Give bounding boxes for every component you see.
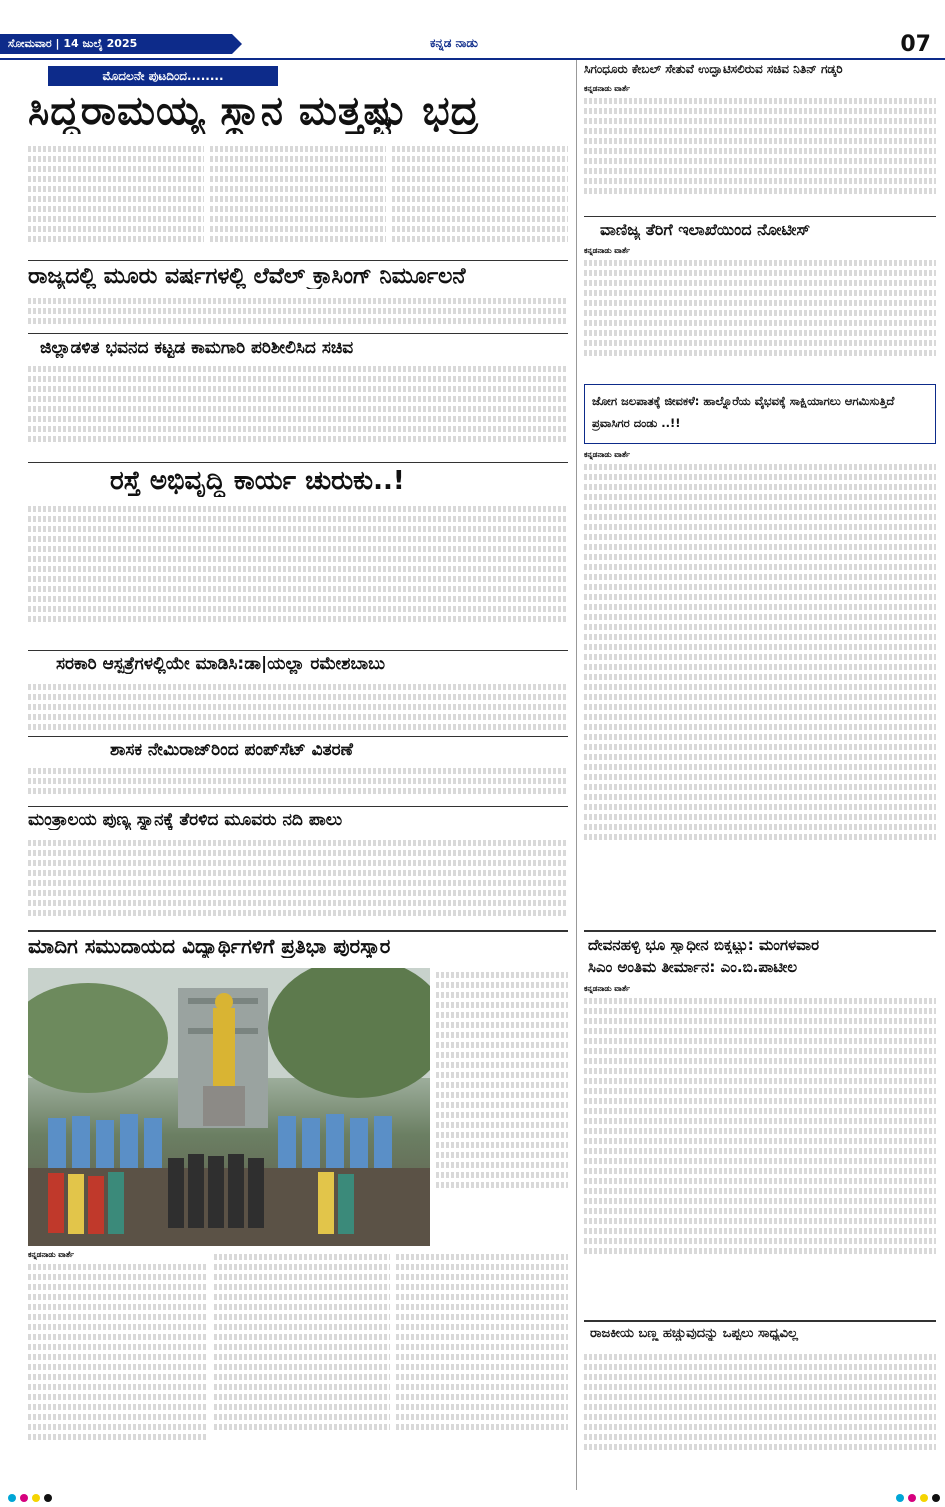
headline-political-color: ರಾಜಕೀಯ ಬಣ್ಣ ಹಚ್ಚುವುದನ್ನು ಒಪ್ಪಲು ಸಾಧ್ಯವಿಲ್ಲ [590, 1326, 798, 1341]
headline-madiga-award: ಮಾದಿಗ ಸಮುದಾಯದ ವಿದ್ಯಾರ್ಥಿಗಳಿಗೆ ಪ್ರತಿಭಾ ಪುರಸ್ಕಾರ [28, 934, 391, 958]
pumpset-story [28, 764, 568, 802]
registration-mark-black [44, 1494, 52, 1502]
brand-name: ಕನ್ನಡ ನಾಡು [430, 36, 478, 50]
registration-mark-yellow [920, 1494, 928, 1502]
river-drowning-story [28, 836, 568, 928]
main-story-col-2 [210, 142, 386, 258]
group-photo-illustration [28, 968, 430, 1246]
group-photo [28, 968, 430, 1246]
madiga-story-col-1 [28, 1250, 208, 1486]
top-rule [0, 58, 945, 60]
headline-jog-falls: ಜೋಗ ಜಲಪಾತಕ್ಕೆ ಜೀವಕಳೆ: ಹಾಲ್ನೊರೆಯ ವೈಭವಕ್ಕೆ ಸಾಕ್ಷಿಯಾಗಲು ಆಗಮಿಸುತ್ತಿದೆ ಪ್ರವಾಸಿಗರ ದಂಡು ..!! [592, 394, 895, 430]
divider [28, 736, 568, 737]
main-story-col-3 [392, 142, 568, 258]
road-development-story [28, 502, 568, 648]
registration-mark-cyan [896, 1494, 904, 1502]
byline: ಕನ್ನಡನಾಡು ವಾರ್ತೆ [28, 1250, 75, 1259]
jog-falls-story [584, 450, 936, 926]
devanahalli-story [584, 984, 936, 1316]
madiga-story-col-3 [396, 1250, 568, 1486]
political-color-story [584, 1350, 936, 1486]
registration-mark-yellow [32, 1494, 40, 1502]
headline-devanahalli-line-2: ಸಿಎಂ ಅಂತಿಮ ತೀರ್ಮಾನ: ಎಂ.ಬಿ.ಪಾಟೀಲ [588, 958, 798, 976]
collector-building-story [28, 362, 568, 460]
byline: ಕನ್ನಡನಾಡು ವಾರ್ತೆ [584, 84, 631, 93]
level-crossing-story [28, 294, 568, 330]
registration-mark-magenta [20, 1494, 28, 1502]
date-bar: ಸೋಮವಾರ | 14 ಜುಲೈ 2025 [0, 34, 232, 54]
main-story-col-1 [28, 142, 204, 258]
divider [28, 930, 568, 932]
headline-collector-building: ಜಿಲ್ಲಾಡಳಿತ ಭವನದ ಕಟ್ಟಡ ಕಾಮಗಾರಿ ಪರಿಶೀಲಿಸಿದ ಸಚಿವ [40, 338, 354, 358]
divider [28, 333, 568, 334]
headline-river-drowning: ಮಂತ್ರಾಲಯ ಪುಣ್ಯ ಸ್ನಾನಕ್ಕೆ ತೆರಳಿದ ಮೂವರು ನದಿ ಪಾಲು [28, 810, 343, 830]
divider [28, 650, 568, 651]
page-number: 07 [900, 32, 931, 57]
divider [584, 1320, 936, 1322]
section-ribbon: ಮೊದಲನೇ ಪುಟದಿಂದ........ [48, 66, 278, 86]
govt-hospitals-story [28, 680, 568, 734]
divider [584, 216, 936, 217]
byline: ಕನ್ನಡನಾಡು ವಾರ್ತೆ [584, 450, 631, 459]
headline-level-crossing: ರಾಜ್ಯದಲ್ಲಿ ಮೂರು ವರ್ಷಗಳಲ್ಲಿ ಲೆವೆಲ್ ಕ್ರಾಸಿಂಗ್ ನಿರ್ಮೂಲನೆ [28, 264, 466, 289]
cable-bridge-story [584, 84, 936, 214]
divider [28, 462, 568, 463]
madiga-story-side [436, 968, 568, 1246]
divider [28, 260, 568, 261]
main-headline: ಸಿದ್ದರಾಮಯ್ಯ ಸ್ಥಾನ ಮತ್ತಷ್ಟು ಭದ್ರ [28, 88, 480, 134]
madiga-story-col-2 [214, 1250, 390, 1486]
divider [584, 930, 936, 932]
column-rule [576, 60, 577, 1490]
tax-notice-story [584, 246, 936, 382]
headline-road-development: ರಸ್ತೆ ಅಭಿವೃದ್ಧಿ ಕಾರ್ಯ ಚುರುಕು..! [110, 466, 405, 496]
byline: ಕನ್ನಡನಾಡು ವಾರ್ತೆ [584, 246, 631, 255]
headline-tax-notice: ವಾಣಿಜ್ಯ ತೆರಿಗೆ ಇಲಾಖೆಯಿಂದ ನೋಟೀಸ್ [600, 220, 811, 239]
headline-pumpset: ಶಾಸಕ ನೇಮಿರಾಜ್‌ರಿಂದ ಪಂಪ್‌ಸೆಟ್ ವಿತರಣೆ [110, 740, 353, 760]
byline: ಕನ್ನಡನಾಡು ವಾರ್ತೆ [584, 984, 631, 993]
date-bar-arrow [232, 34, 242, 54]
headline-devanahalli-line-1: ದೇವನಹಳ್ಳಿ ಭೂ ಸ್ವಾಧೀನ ಬಿಕ್ಕಟ್ಟು: ಮಂಗಳವಾರ [588, 936, 820, 954]
registration-mark-black [932, 1494, 940, 1502]
registration-mark-cyan [8, 1494, 16, 1502]
headline-govt-hospitals: ಸರಕಾರಿ ಆಸ್ಪತ್ರೆಗಳಲ್ಲಿಯೇ ಮಾಡಿಸಿ:ಡಾ|ಯಲ್ಲಾ ರಮೇಶಬಾಬು [56, 654, 385, 674]
registration-mark-magenta [908, 1494, 916, 1502]
masthead [0, 0, 945, 60]
headline-cable-bridge: ಸಿಗಂಧೂರು ಕೇಬಲ್ ಸೇತುವೆ ಉದ್ಘಾಟಿಸಲಿರುವ ಸಚಿವ ನಿತಿನ್ ಗಡ್ಕರಿ [584, 62, 843, 76]
divider [28, 806, 568, 807]
